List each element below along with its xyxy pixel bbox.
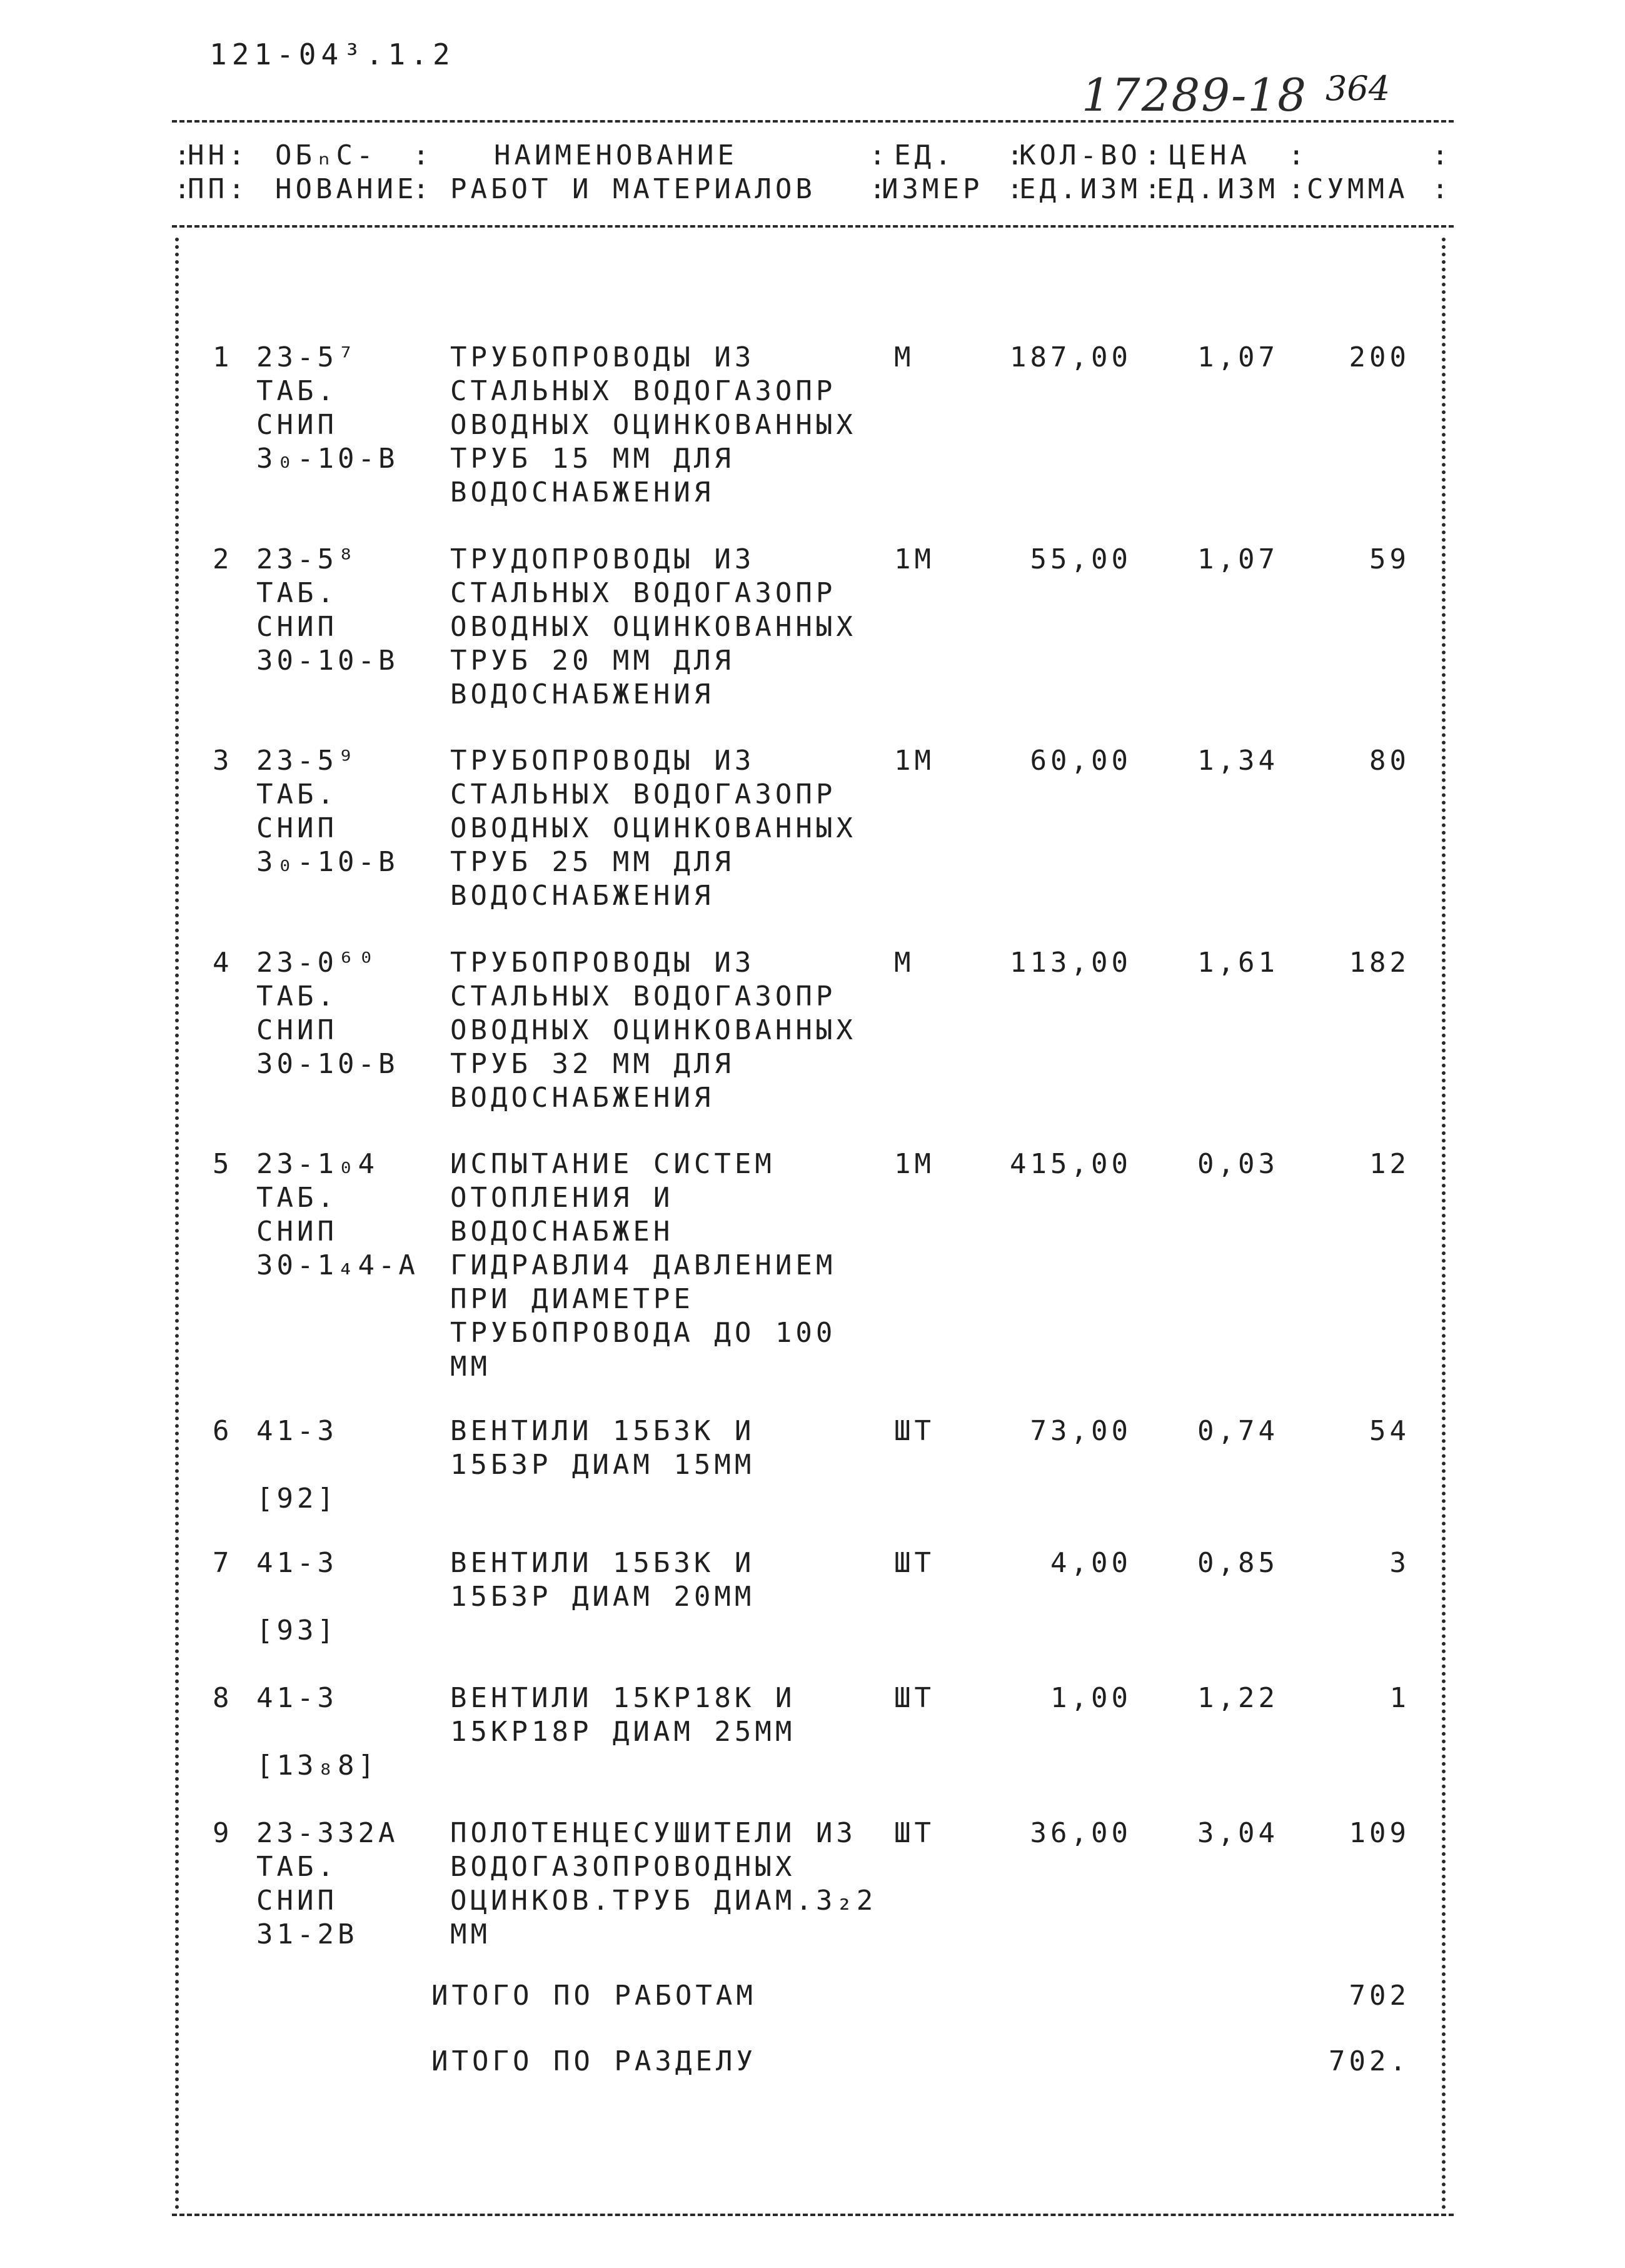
row-unit-price: 3,04 <box>1197 1817 1279 1849</box>
row-unit: М <box>894 947 915 979</box>
header-col-sum: СУММА <box>1307 173 1409 205</box>
row-basis-line: 41-3 <box>256 1547 338 1579</box>
row-name-line: ВОДОСНАБЖЕНИЯ <box>450 880 715 912</box>
header-col-price-line1: ЦЕНА <box>1169 139 1250 171</box>
row-sum: 200 <box>1349 341 1410 373</box>
row-sum: 109 <box>1349 1817 1410 1849</box>
row-name-line: ПОЛОТЕНЦЕСУШИТЕЛИ ИЗ <box>450 1817 857 1849</box>
row-unit: ШТ <box>894 1547 935 1579</box>
row-unit-price: 0,85 <box>1197 1547 1279 1579</box>
row-name-line: ТРУБОПРОВОДЫ ИЗ <box>450 745 755 777</box>
document-code: 121-04³.1.2 <box>209 38 455 71</box>
row-name-line: СТАЛЬНЫХ ВОДОГАЗОПР <box>450 375 837 407</box>
row-number: 9 <box>213 1817 233 1849</box>
row-basis-line: ТАБ. <box>256 1182 338 1214</box>
header-col-qty-line2: ЕД.ИЗМ <box>1019 173 1141 205</box>
document-page: 121-04³.1.2 17289-18 364 : : НН: ПП: ОБₙС- НОВАНИЕ : : НАИМЕНОВАНИЕ РАБОТ И МАТЕРИАЛОВ : : ЕД. ИЗМЕР : : КОЛ-ВО ЕД.ИЗМ : : ЦЕНА ЕД.ИЗМ : : СУММА : : 1 23-5⁷ ТАБ. СНИП 3₀-10-В ТРУБОПРОВОДЫ ИЗ СТАЛЬНЫХ ВОДОГАЗОПР ОВОДНЫХ ОЦИНКОВАННЫХ ТРУБ 15 ММ ДЛЯ ВОДОСНАБЖЕНИЯ М 187,00 1,07 200 2 23-5⁸ ТАБ. СНИП 30-10-В ТРУДОПРОВОДЫ ИЗ СТАЛЬНЫХ ВОДОГАЗОПР ОВОДНЫХ ОЦИНКОВАННЫХ ТРУБ 20 ММ ДЛЯ ВОДОСНАБЖЕНИЯ 1М 55,00 1,07 59 3 23-5⁹ ТАБ. СНИП 3₀-10-В ТРУБОПРОВОДЫ ИЗ СТАЛЬНЫХ ВОДОГАЗОПР ОВОДНЫХ ОЦИНКОВАННЫХ ТРУБ 25 ММ ДЛЯ ВОДОСНАБЖЕНИЯ 1М 60,00 1,34 80 4 23-0⁶⁰ ТАБ. СНИП 30-10-В ТРУБОПРОВОДЫ ИЗ СТАЛЬНЫХ ВОДОГАЗОПР ОВОДНЫХ ОЦИНКОВАННЫХ ТРУБ 32 ММ ДЛЯ ВОДОСНАБЖЕНИЯ М 113,00 1,61 182 5 23-1₀4 ТАБ. СНИП 30-1₄4-А ИСПЫТАНИЕ СИСТЕМ ОТОПЛЕНИЯ И ВОДОСНАБЖЕН ГИДРАВЛИ4 ДАВЛЕНИЕМ ПРИ ДИАМЕТРЕ ТРУБОПРОВОДА ДО 100 ММ 1М 415,00 0,03 12 6 41-3 [92] ВЕНТИЛИ 15Б3К И 15Б3Р ДИАМ 15ММ ШТ 73,00 0,74 54 7 41-3 [93] ВЕНТИЛИ 15Б3К И 15Б3Р ДИАМ 20ММ ШТ 4,00 0,85 3 8 41-3 [13₈8] ВЕНТИЛИ 15КР18К И 15КР18Р ДИАМ 25ММ ШТ 1,00 1,22 1 9 23-332А ТАБ. СНИП 31-2В ПОЛОТЕНЦЕСУШИТЕЛИ ИЗ ВОДОГАЗОПРОВОДНЫХ ОЦИНКОВ.ТРУБ ДИАМ.3₂2 ММ ШТ 36,00 3,04 109 ИТОГО ПО РАБОТАМ 702 ИТОГО ПО РАЗДЕЛУ 702. <box>0 0 1625 2268</box>
row-basis-line: 41-3 <box>256 1415 338 1447</box>
row-unit-price: 1,07 <box>1197 543 1279 575</box>
row-name-line: 15Б3Р ДИАМ 20ММ <box>450 1581 755 1613</box>
row-sum: 59 <box>1369 543 1410 575</box>
row-name-line: ТРУБОПРОВОДА ДО 100 <box>450 1317 837 1349</box>
row-name-line: ОЦИНКОВ.ТРУБ ДИАМ.3₂2 <box>450 1885 877 1917</box>
row-basis-line: СНИП <box>256 1216 338 1247</box>
row-basis-line: ТАБ. <box>256 980 338 1012</box>
row-name-line: ОВОДНЫХ ОЦИНКОВАННЫХ <box>450 812 857 844</box>
row-unit-price: 0,03 <box>1197 1148 1279 1180</box>
row-name-line: ТРУБОПРОВОДЫ ИЗ <box>450 341 755 373</box>
row-sum: 3 <box>1389 1547 1410 1579</box>
header-col-name-line1: НАИМЕНОВАНИЕ <box>494 139 738 171</box>
row-name-line: ОВОДНЫХ ОЦИНКОВАННЫХ <box>450 611 857 643</box>
row-basis-line: 31-2В <box>256 1918 358 1950</box>
row-name-line: ТРУДОПРОВОДЫ ИЗ <box>450 543 755 575</box>
row-basis-line: ТАБ. <box>256 779 338 810</box>
row-basis-line: СНИП <box>256 1885 338 1917</box>
left-border <box>175 238 179 2210</box>
row-basis-line: СНИП <box>256 611 338 643</box>
row-unit-price: 1,22 <box>1197 1682 1279 1714</box>
row-number: 6 <box>213 1415 233 1447</box>
row-basis-line: СНИП <box>256 1014 338 1046</box>
row-quantity: 1,00 <box>1050 1682 1132 1714</box>
row-basis-line: СНИП <box>256 409 338 441</box>
row-name-line: СТАЛЬНЫХ ВОДОГАЗОПР <box>450 980 837 1012</box>
row-basis-line: 23-5⁹ <box>256 745 358 777</box>
row-name-line: ВЕНТИЛИ 15Б3К И <box>450 1547 755 1579</box>
row-basis-line: ТАБ. <box>256 1851 338 1883</box>
total-label: ИТОГО ПО РАЗДЕЛУ <box>431 2045 757 2077</box>
row-unit-price: 1,61 <box>1197 947 1279 979</box>
total-sum: 702. <box>1329 2045 1410 2077</box>
row-name-line: ОТОПЛЕНИЯ И <box>450 1182 674 1214</box>
row-quantity: 55,00 <box>1030 543 1132 575</box>
row-name-line: ММ <box>450 1918 491 1950</box>
row-sum: 54 <box>1369 1415 1410 1447</box>
row-unit: М <box>894 341 915 373</box>
row-number: 1 <box>213 341 233 373</box>
row-basis-line: 23-1₀4 <box>256 1148 378 1180</box>
row-basis-line: 23-5⁷ <box>256 341 358 373</box>
row-quantity: 36,00 <box>1030 1817 1132 1849</box>
row-name-line: СТАЛЬНЫХ ВОДОГАЗОПР <box>450 779 837 810</box>
header-rule <box>172 225 1454 228</box>
header-col-price-line2: ЕД.ИЗМ <box>1157 173 1279 205</box>
header-col-unit-line2: ИЗМЕР <box>882 173 984 205</box>
row-name-line: ВОДОСНАБЖЕНИЯ <box>450 476 715 508</box>
row-sum: 182 <box>1349 947 1410 979</box>
row-basis-line: 3₀-10-В <box>256 443 399 475</box>
row-name-line: ОВОДНЫХ ОЦИНКОВАННЫХ <box>450 1014 857 1046</box>
row-quantity: 73,00 <box>1030 1415 1132 1447</box>
row-basis-line: 23-332А <box>256 1817 399 1849</box>
header-col-basis-line1: ОБₙС- <box>275 139 377 171</box>
header-col-unit-line1: ЕД. <box>894 139 955 171</box>
bottom-rule <box>172 2214 1454 2216</box>
row-basis-line: 23-0⁶⁰ <box>256 947 378 979</box>
row-quantity: 60,00 <box>1030 745 1132 777</box>
row-unit: 1М <box>894 543 935 575</box>
row-name-line: СТАЛЬНЫХ ВОДОГАЗОПР <box>450 577 837 609</box>
header-col-nn-line2: ПП: <box>188 173 249 205</box>
row-name-line: ТРУБ 20 ММ ДЛЯ <box>450 645 735 677</box>
row-sum: 80 <box>1369 745 1410 777</box>
header-col-qty-line1: КОЛ-ВО <box>1019 139 1141 171</box>
row-name-line: ВОДОСНАБЖЕНИЯ <box>450 678 715 710</box>
row-basis-line: [93] <box>256 1615 338 1646</box>
row-sum: 12 <box>1369 1148 1410 1180</box>
row-sum: 1 <box>1389 1682 1410 1714</box>
row-basis-line: [92] <box>256 1483 338 1515</box>
row-basis-line: 3₀-10-В <box>256 846 399 878</box>
row-basis-line: 30-10-В <box>256 645 399 677</box>
row-quantity: 415,00 <box>1010 1148 1132 1180</box>
row-name-line: ММ <box>450 1351 491 1383</box>
row-basis-line: 30-10-В <box>256 1048 399 1080</box>
top-rule <box>172 120 1454 123</box>
row-name-line: ОВОДНЫХ ОЦИНКОВАННЫХ <box>450 409 857 441</box>
total-label: ИТОГО ПО РАБОТАМ <box>431 1980 757 2012</box>
row-number: 5 <box>213 1148 233 1180</box>
row-name-line: ВЕНТИЛИ 15Б3К И <box>450 1415 755 1447</box>
row-name-line: ВЕНТИЛИ 15КР18К И <box>450 1682 796 1714</box>
header-col-basis-line2: НОВАНИЕ <box>275 173 418 205</box>
row-name-line: ВОДОСНАБЖЕНИЯ <box>450 1082 715 1114</box>
row-name-line: 15Б3Р ДИАМ 15ММ <box>450 1449 755 1481</box>
handwritten-number: 17289-18 <box>1082 69 1307 121</box>
header-col-nn-line1: НН: <box>188 139 249 171</box>
row-quantity: 113,00 <box>1010 947 1132 979</box>
row-basis-line: ТАБ. <box>256 577 338 609</box>
row-name-line: ИСПЫТАНИЕ СИСТЕМ <box>450 1148 775 1180</box>
row-name-line: ГИДРАВЛИ4 ДАВЛЕНИЕМ <box>450 1249 837 1281</box>
row-number: 2 <box>213 543 233 575</box>
row-unit-price: 1,07 <box>1197 341 1279 373</box>
row-unit: ШТ <box>894 1817 935 1849</box>
row-number: 8 <box>213 1682 233 1714</box>
row-name-line: ПРИ ДИАМЕТРЕ <box>450 1283 694 1315</box>
row-name-line: ТРУБ 15 ММ ДЛЯ <box>450 443 735 475</box>
row-unit-price: 1,34 <box>1197 745 1279 777</box>
row-name-line: ТРУБОПРОВОДЫ ИЗ <box>450 947 755 979</box>
row-basis-line: СНИП <box>256 812 338 844</box>
row-name-line: ТРУБ 25 ММ ДЛЯ <box>450 846 735 878</box>
row-name-line: 15КР18Р ДИАМ 25ММ <box>450 1716 796 1748</box>
header-col-name-line2: РАБОТ И МАТЕРИАЛОВ <box>450 173 816 205</box>
row-unit: ШТ <box>894 1682 935 1714</box>
row-unit: ШТ <box>894 1415 935 1447</box>
total-sum: 702 <box>1349 1980 1410 2012</box>
row-basis-line: 30-1₄4-А <box>256 1249 419 1281</box>
row-unit: 1М <box>894 1148 935 1180</box>
row-name-line: ТРУБ 32 ММ ДЛЯ <box>450 1048 735 1080</box>
row-basis-line: 41-3 <box>256 1682 338 1714</box>
row-basis-line: [13₈8] <box>256 1750 378 1782</box>
row-number: 4 <box>213 947 233 979</box>
row-number: 3 <box>213 745 233 777</box>
row-unit-price: 0,74 <box>1197 1415 1279 1447</box>
row-name-line: ВОДОГАЗОПРОВОДНЫХ <box>450 1851 796 1883</box>
row-quantity: 4,00 <box>1050 1547 1132 1579</box>
page-number: 364 <box>1326 69 1391 108</box>
row-number: 7 <box>213 1547 233 1579</box>
row-name-line: ВОДОСНАБЖЕН <box>450 1216 674 1247</box>
row-basis-line: 23-5⁸ <box>256 543 358 575</box>
row-basis-line: ТАБ. <box>256 375 338 407</box>
row-quantity: 187,00 <box>1010 341 1132 373</box>
right-border <box>1442 238 1446 2210</box>
row-unit: 1М <box>894 745 935 777</box>
